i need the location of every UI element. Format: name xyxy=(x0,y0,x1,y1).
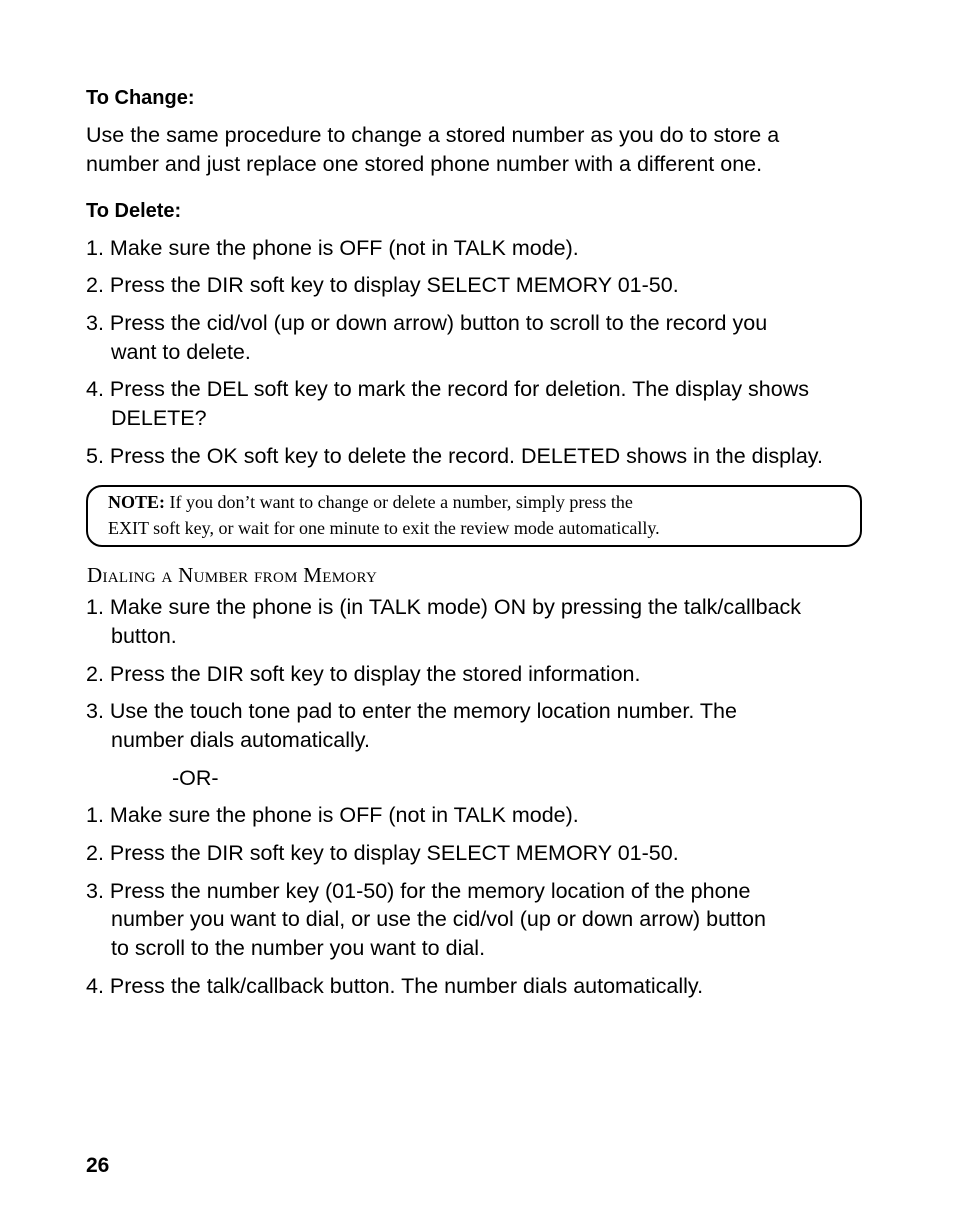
delete-step-5: 5. Press the OK soft key to delete the record. DELETED shows in the display. xyxy=(86,444,823,468)
note-line-2: EXIT soft key, or wait for one minute to exit the review mode automatically. xyxy=(108,518,660,538)
note-box xyxy=(86,485,862,547)
dial-step-b1: 1. Make sure the phone is OFF (not in TALK mode). xyxy=(86,803,579,827)
dial-step-b2: 2. Press the DIR soft key to display SELECT MEMORY 01-50. xyxy=(86,841,679,865)
dial-step-a3-continued: number dials automatically. xyxy=(111,728,370,752)
delete-step-4: 4. Press the DEL soft key to mark the record for deletion. The display shows xyxy=(86,377,809,401)
or-separator: -OR- xyxy=(172,766,219,790)
change-paragraph-line-2: number and just replace one stored phone number with a different one. xyxy=(86,152,763,176)
delete-step-2: 2. Press the DIR soft key to display SELECT MEMORY 01-50. xyxy=(86,273,679,297)
dial-step-b3-continued-2: to scroll to the number you want to dial. xyxy=(111,936,486,960)
note-line-1 xyxy=(108,491,633,513)
dial-step-b3: 3. Press the number key (01-50) for the memory location of the phone xyxy=(86,879,751,903)
dial-step-a1-continued: button. xyxy=(111,624,177,648)
dial-step-b3-continued-1: number you want to dial, or use the cid/vol (up or down arrow) button xyxy=(111,907,766,931)
dial-step-a1: 1. Make sure the phone is (in TALK mode) ON by pressing the talk/callback xyxy=(86,595,802,619)
delete-step-1: 1. Make sure the phone is OFF (not in TALK mode). xyxy=(86,236,579,260)
delete-step-3: 3. Press the cid/vol (up or down arrow) button to scroll to the record you xyxy=(86,311,768,335)
dial-step-b4: 4. Press the talk/callback button. The number dials automatically. xyxy=(86,974,704,998)
to-change-heading: To Change: xyxy=(86,87,195,109)
note-label: NOTE: xyxy=(108,492,166,512)
dial-step-a2: 2. Press the DIR soft key to display the stored information. xyxy=(86,662,641,686)
to-delete-heading: To Delete: xyxy=(86,200,182,222)
delete-step-3-continued: want to delete. xyxy=(111,340,251,364)
dial-step-a3: 3. Use the touch tone pad to enter the memory location number. The xyxy=(86,699,737,723)
change-paragraph-line-1: Use the same procedure to change a stored number as you do to store a xyxy=(86,123,780,147)
delete-step-4-continued: DELETE? xyxy=(111,406,207,430)
dialing-section-title: Dialing a Number from Memory xyxy=(87,563,378,587)
page-number: 26 xyxy=(86,1154,110,1177)
note-text-1: If you don’t want to change or delete a number, simply press the xyxy=(169,492,633,512)
